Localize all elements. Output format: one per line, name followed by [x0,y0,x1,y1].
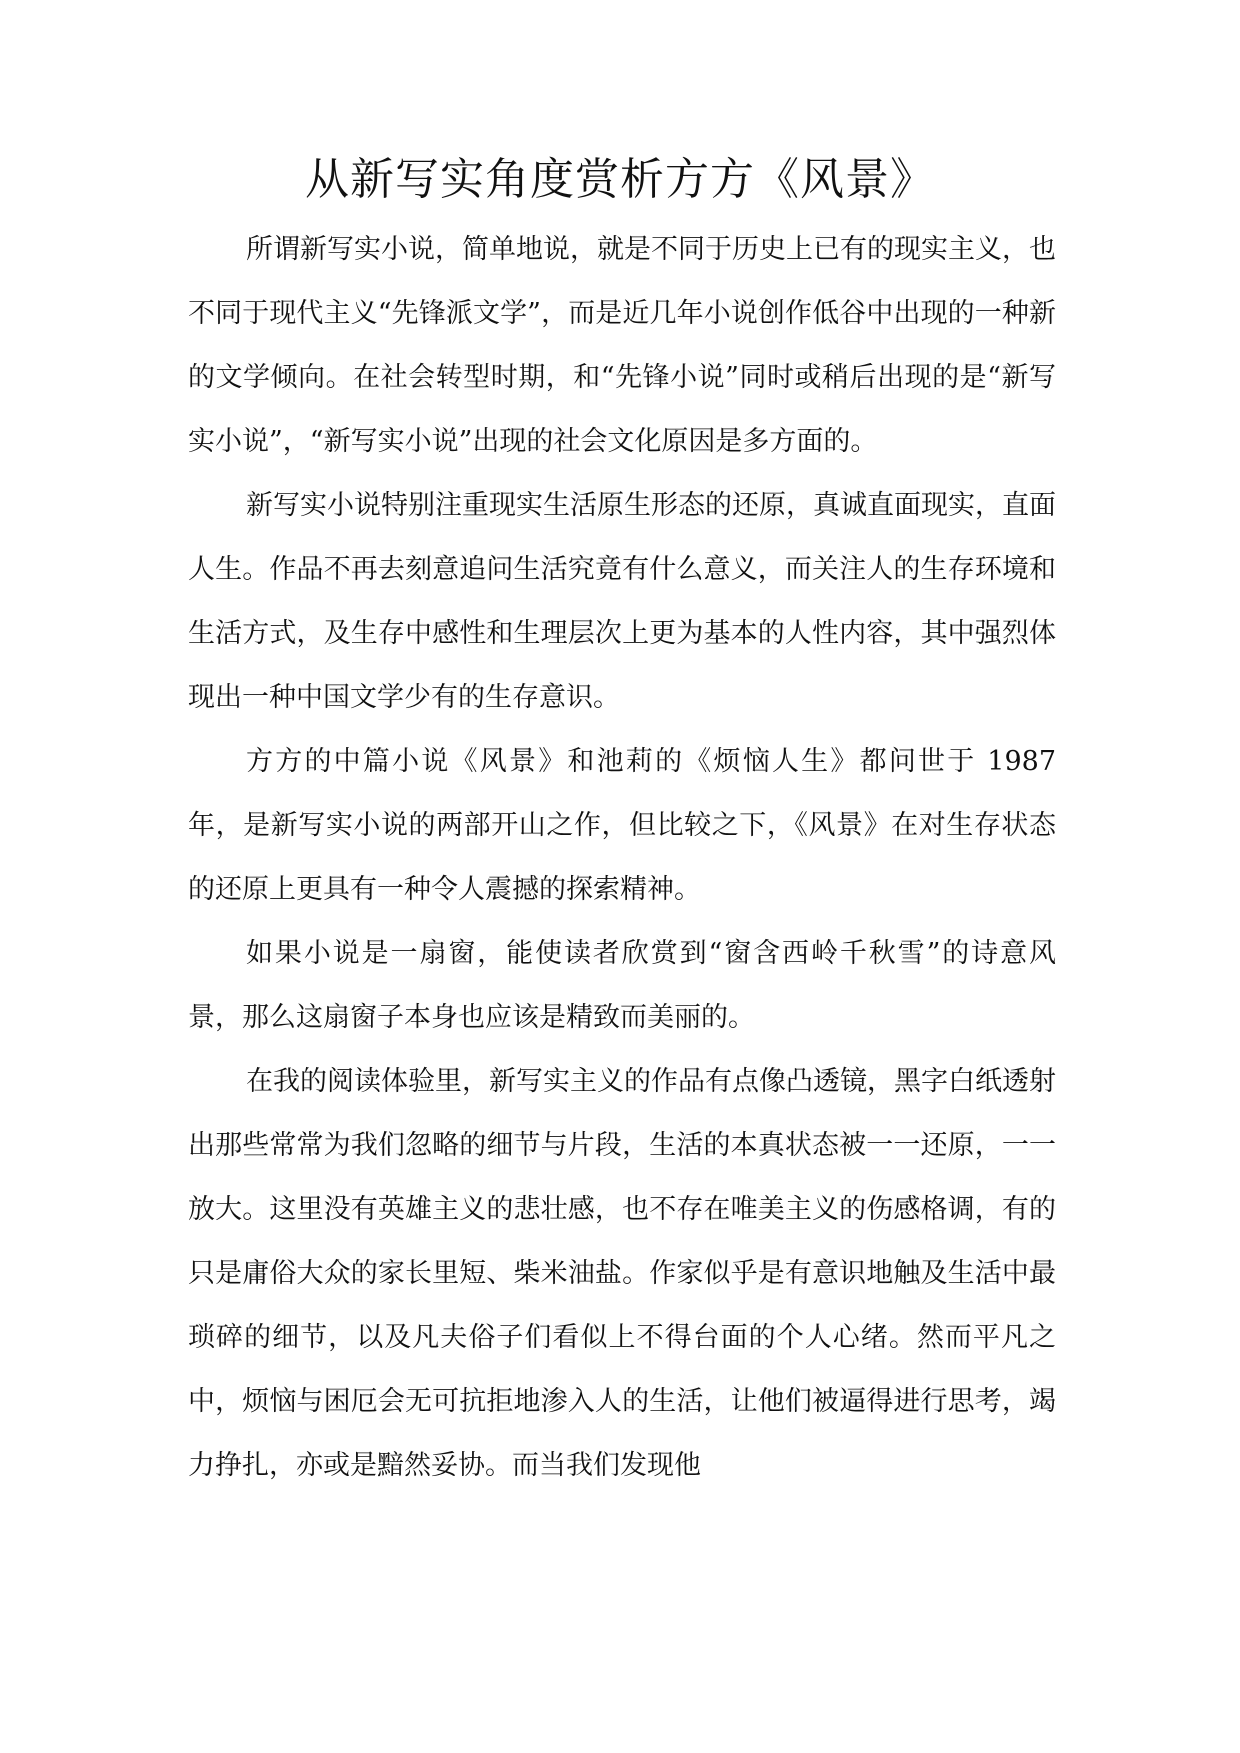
paragraph: 如果小说是一扇窗，能使读者欣赏到“窗含西岭千秋雪”的诗意风景，那么这扇窗子本身也应该是精致而美丽的。 [188,938,1056,1033]
paragraph: 所谓新写实小说，简单地说，就是不同于历史上已有的现实主义，也不同于现代主义“先锋派文学”，而是近几年小说创作低谷中出现的一种新的文学倾向。在社会转型时期，和“先锋小说”同时或稍后出现的是“新写实小说”，“新写实小说”出现的社会文化原因是多方面的。 [188,234,1056,457]
paragraph: 方方的中篇小说《风景》和池莉的《烦恼人生》都问世于 1987 年，是新写实小说的两部开山之作，但比较之下，《风景》在对生存状态的还原上更具有一种令人震撼的探索精神。 [188,746,1056,905]
paragraph: 新写实小说特别注重现实生活原生形态的还原，真诚直面现实，直面人生。作品不再去刻意追问生活究竟有什么意义，而关注人的生存环境和生活方式，及生存中感性和生理层次上更为基本的人性内容，其中强烈体现出一种中国文学少有的生存意识。 [188,490,1056,713]
paragraph: 在我的阅读体验里，新写实主义的作品有点像凸透镜，黑字白纸透射出那些常常为我们忽略的细节与片段，生活的本真状态被一一还原，一一放大。这里没有英雄主义的悲壮感，也不存在唯美主义的伤感格调，有的只是庸俗大众的家长里短、柴米油盐。作家似乎是有意识地触及生活中最琐碎的细节，以及凡夫俗子们看似上不得台面的个人心绪。然而平凡之中，烦恼与困厄会无可抗拒地渗入人的生活，让他们被逼得进行思考，竭力挣扎，亦或是黯然妥协。而当我们发现他 [188,1066,1056,1481]
document-title: 从新写实角度赏析方方《风景》 [305,154,935,205]
document-body [188,218,1056,1498]
